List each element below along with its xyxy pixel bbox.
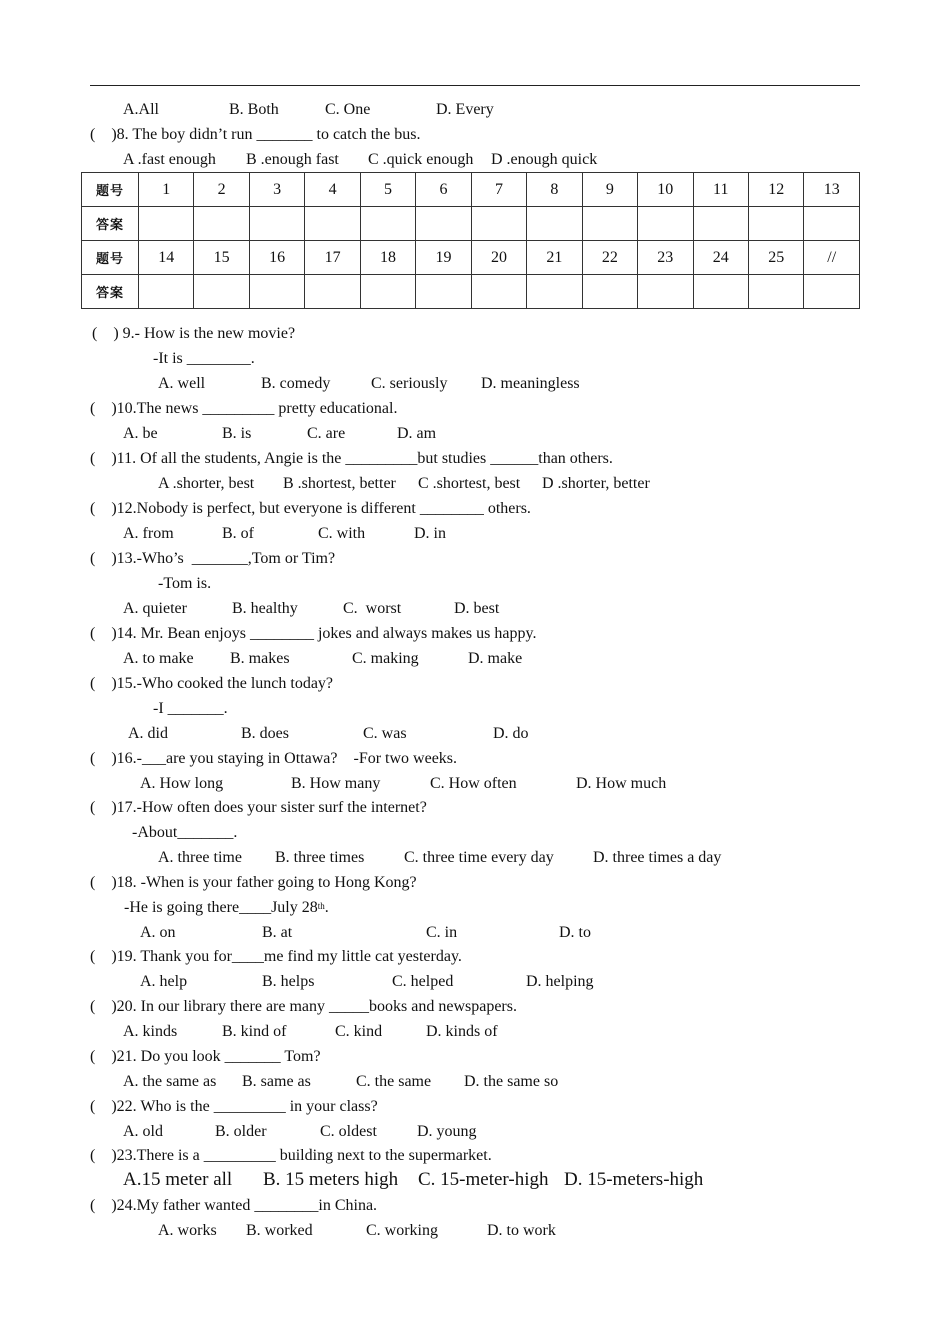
table-row-answers-2 <box>82 275 860 309</box>
question-stem: ( )23.There is a _________ building next to the supermarket. <box>90 1147 492 1164</box>
number-cell: 7 <box>471 173 526 207</box>
option-c: C .shortest, best <box>418 475 521 492</box>
number-cell: 6 <box>416 173 471 207</box>
option-b: B. kind of <box>222 1023 287 1040</box>
number-cell: 13 <box>804 173 860 207</box>
number-cell: 1 <box>139 173 194 207</box>
option-a: A. did <box>128 725 168 742</box>
number-cell: 2 <box>194 173 249 207</box>
answer-cell[interactable] <box>748 275 803 309</box>
option-c: C. One <box>325 101 371 118</box>
number-cell: 5 <box>360 173 415 207</box>
question-stem: ( )22. Who is the _________ in your class? <box>90 1098 378 1115</box>
question-stem: ( )24.My father wanted ________in China. <box>90 1197 378 1214</box>
answer-cell[interactable] <box>416 207 471 241</box>
question-stem: ( )21. Do you look _______ Tom? <box>90 1048 321 1065</box>
option-c: C. with <box>318 525 366 542</box>
question-sub: -It is ________. <box>153 350 255 367</box>
answer-cell[interactable] <box>305 275 360 309</box>
answer-cell[interactable] <box>693 207 748 241</box>
table-row-numbers-2 <box>82 241 860 275</box>
answer-cell[interactable] <box>249 275 304 309</box>
answer-cell[interactable] <box>748 207 803 241</box>
number-cell: 17 <box>305 241 360 275</box>
answer-cell[interactable] <box>582 207 637 241</box>
option-c: C. seriously <box>371 375 448 392</box>
question-stem: ( )18. -When is your father going to Hong Kong? <box>90 874 417 891</box>
number-cell: 23 <box>638 241 693 275</box>
answer-cell[interactable] <box>638 207 693 241</box>
option-d: D. do <box>493 725 529 742</box>
number-cell: 25 <box>748 241 803 275</box>
question-sub <box>124 898 329 918</box>
option-a: A. help <box>140 973 188 990</box>
option-a: A. kinds <box>123 1023 178 1040</box>
number-cell: 18 <box>360 241 415 275</box>
option-a: A. well <box>158 375 206 392</box>
number-cell: 14 <box>139 241 194 275</box>
option-c: C. making <box>352 650 419 667</box>
answer-cell[interactable] <box>693 275 748 309</box>
header-label-cell: 题号 <box>82 173 139 207</box>
table-row-answers-1 <box>82 207 860 241</box>
option-c: C. three time every day <box>404 849 554 866</box>
number-cell: // <box>804 241 860 275</box>
number-cell: 21 <box>527 241 582 275</box>
option-a: A. works <box>158 1222 217 1239</box>
answer-cell[interactable] <box>527 275 582 309</box>
option-b: B. comedy <box>261 375 331 392</box>
answer-cell[interactable] <box>527 207 582 241</box>
question-stem: ( )13.-Who’s _______,Tom or Tim? <box>90 550 336 567</box>
option-c: C. worst <box>343 600 402 617</box>
answer-cell[interactable] <box>804 275 860 309</box>
option-d: D. make <box>468 650 523 667</box>
option-a: A. the same as <box>123 1073 217 1090</box>
answer-label-cell: 答案 <box>82 275 139 309</box>
question-stem: ( )15.-Who cooked the lunch today? <box>90 675 334 692</box>
option-b: B .enough fast <box>246 151 339 168</box>
option-b: B. healthy <box>232 600 298 617</box>
option-d: D. kinds of <box>426 1023 498 1040</box>
option-b: B. three times <box>275 849 365 866</box>
option-d: D. Every <box>436 101 494 118</box>
answer-cell[interactable] <box>360 207 415 241</box>
table-row-numbers-1 <box>82 173 860 207</box>
option-a: A. three time <box>158 849 242 866</box>
option-d: D. young <box>417 1123 477 1140</box>
option-b: B. makes <box>230 650 290 667</box>
question-stem: ( ) 9.- How is the new movie? <box>92 325 296 342</box>
answer-cell[interactable] <box>416 275 471 309</box>
option-b: B. at <box>262 924 293 941</box>
header-rule <box>90 85 860 86</box>
option-d: D .enough quick <box>491 151 598 168</box>
option-c: C. How often <box>430 775 517 792</box>
option-c: C. working <box>366 1222 438 1239</box>
option-b: B. of <box>222 525 254 542</box>
option-d: D. How much <box>576 775 667 792</box>
number-cell: 10 <box>638 173 693 207</box>
option-a: A.15 meter all <box>123 1169 233 1190</box>
option-b: B. older <box>215 1123 267 1140</box>
option-a: A. be <box>123 425 158 442</box>
question-stem: ( )12.Nobody is perfect, but everyone is different ________ others. <box>90 500 531 517</box>
option-a: A. old <box>123 1123 163 1140</box>
number-cell: 16 <box>249 241 304 275</box>
number-cell: 4 <box>305 173 360 207</box>
option-c: C. the same <box>356 1073 432 1090</box>
question-sub: -Tom is. <box>158 575 212 592</box>
question-stem: ( )20. In our library there are many _____books and newspapers. <box>90 998 517 1015</box>
option-d: D. the same so <box>464 1073 559 1090</box>
option-b: B .shortest, better <box>283 475 396 492</box>
answer-cell[interactable] <box>194 207 249 241</box>
option-d: D. three times a day <box>593 849 722 866</box>
answer-label-cell: 答案 <box>82 207 139 241</box>
question-sub: -About_______. <box>132 824 238 841</box>
option-a: A .shorter, best <box>158 475 255 492</box>
option-c: C. 15-meter-high <box>418 1169 549 1190</box>
question-stem: ( )11. Of all the students, Angie is the _________but studies ______than others. <box>90 450 613 467</box>
option-c: C. kind <box>335 1023 383 1040</box>
number-cell: 3 <box>249 173 304 207</box>
option-b: B. 15 meters high <box>263 1169 399 1190</box>
option-a: A. How long <box>140 775 224 792</box>
option-a: A. from <box>123 525 174 542</box>
ordinal-suffix: th <box>317 901 325 911</box>
number-cell: 8 <box>527 173 582 207</box>
question-stem: ( )17.-How often does your sister surf the internet? <box>90 799 427 816</box>
option-d: D. to work <box>487 1222 556 1239</box>
number-cell: 19 <box>416 241 471 275</box>
question-stem: ( )8. The boy didn’t run _______ to catch the bus. <box>90 126 421 143</box>
option-d: D. to <box>559 924 591 941</box>
option-c: C. was <box>363 725 407 742</box>
question-sub: -I _______. <box>153 700 228 717</box>
number-cell: 20 <box>471 241 526 275</box>
answer-table <box>81 172 860 309</box>
question-stem: ( )19. Thank you for____me find my little cat yesterday. <box>90 948 462 965</box>
option-b: B. How many <box>291 775 381 792</box>
option-d: D. 15-meters-high <box>564 1169 704 1190</box>
number-cell: 22 <box>582 241 637 275</box>
answer-cell[interactable] <box>360 275 415 309</box>
answer-cell[interactable] <box>804 207 860 241</box>
option-c: C. helped <box>392 973 454 990</box>
number-cell: 15 <box>194 241 249 275</box>
option-c: C .quick enough <box>368 151 474 168</box>
answer-cell[interactable] <box>139 207 194 241</box>
number-cell: 24 <box>693 241 748 275</box>
number-cell: 12 <box>748 173 803 207</box>
question-stem: ( )16.-___are you staying in Ottawa? -For two weeks. <box>90 750 458 767</box>
option-b: B. does <box>241 725 289 742</box>
option-c: C. are <box>307 425 346 442</box>
option-a: A. quieter <box>123 600 187 617</box>
option-a: A .fast enough <box>123 151 216 168</box>
number-cell: 9 <box>582 173 637 207</box>
answer-cell[interactable] <box>305 207 360 241</box>
option-d: D. best <box>454 600 500 617</box>
question-stem: ( )14. Mr. Bean enjoys ________ jokes and always makes us happy. <box>90 625 537 642</box>
option-d: D. in <box>414 525 446 542</box>
question-sub-text: -He is going there____July 28 <box>124 899 318 916</box>
answer-cell[interactable] <box>471 207 526 241</box>
option-b: B. helps <box>262 973 315 990</box>
question-sub-end: . <box>324 899 329 916</box>
number-cell: 11 <box>693 173 748 207</box>
option-b: B. same as <box>242 1073 311 1090</box>
answer-cell[interactable] <box>139 275 194 309</box>
option-c: C. in <box>426 924 458 941</box>
option-d: D. helping <box>526 973 594 990</box>
option-b: B. is <box>222 425 252 442</box>
option-a: A. on <box>140 924 176 941</box>
option-c: C. oldest <box>320 1123 377 1140</box>
answer-cell[interactable] <box>249 207 304 241</box>
option-d: D .shorter, better <box>542 475 650 492</box>
option-a: A.All <box>123 101 159 118</box>
option-d: D. am <box>397 425 437 442</box>
answer-cell[interactable] <box>582 275 637 309</box>
option-b: B. worked <box>246 1222 313 1239</box>
answer-cell[interactable] <box>194 275 249 309</box>
answer-cell[interactable] <box>471 275 526 309</box>
option-b: B. Both <box>229 101 279 118</box>
answer-cell[interactable] <box>638 275 693 309</box>
header-label-cell: 题号 <box>82 241 139 275</box>
question-stem: ( )10.The news _________ pretty educational. <box>90 400 398 417</box>
option-a: A. to make <box>123 650 194 667</box>
option-d: D. meaningless <box>481 375 580 392</box>
